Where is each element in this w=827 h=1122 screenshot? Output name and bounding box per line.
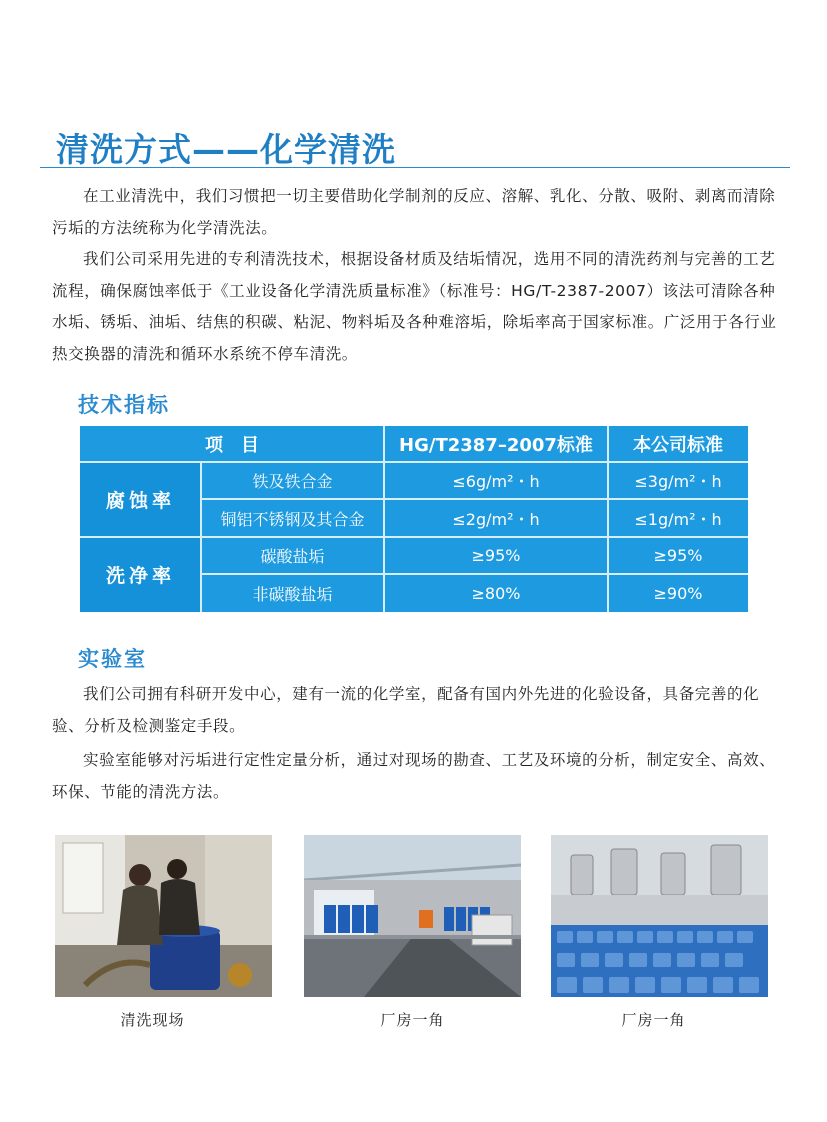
- photo-factory-containers: [551, 835, 768, 997]
- table-cell-national: ≤6g/m²・h: [452, 472, 540, 491]
- table-rule: [201, 498, 748, 500]
- photo-factory-interior: [304, 835, 521, 997]
- title-divider: [40, 167, 790, 168]
- table-cell-national: ≥95%: [471, 546, 521, 565]
- table-cell-national: ≤2g/m²・h: [452, 509, 540, 529]
- page-title: 清洗方式——化学清洗: [56, 130, 396, 169]
- intro-paragraph-2: 我们公司采用先进的专利清洗技术，根据设备材质及结垢情况，选用不同的清洗药剂与完善的工艺流程，确保腐蚀率低于《工业设备化学清洗质量标准》（标准号：HG/T-2387-2007）该法可清除各种水垢、锈垢、油垢、结焦的积碳、粘泥、物料垢及各种难溶垢，除垢率高于国家标准。广泛用于各行业热交换器的清洗和循环水系统不停车清洗。: [52, 250, 777, 363]
- photo-caption: 清洗现场: [120, 1011, 185, 1029]
- group-label-corrosion: 腐蚀率: [105, 490, 175, 512]
- photo-caption: 厂房一角: [380, 1011, 445, 1029]
- lab-paragraph-1: 我们公司拥有科研开发中心，建有一流的化学室，配备有国内外先进的化验设备，具备完善的化验、分析及检测鉴定手段。: [52, 685, 760, 735]
- photo-cleaning-site: [55, 835, 272, 997]
- header-company-standard: 本公司标准: [633, 435, 723, 456]
- table-cell-company: ≤3g/m²・h: [634, 472, 722, 491]
- table-cell-item: 碳酸盐垢: [260, 547, 325, 566]
- table-cell-national: ≥80%: [471, 583, 521, 603]
- header-item: 项 目: [205, 435, 259, 456]
- table-rule: [201, 573, 748, 575]
- photo-caption: 厂房一角: [621, 1011, 686, 1029]
- tech-section-heading: 技术指标: [78, 393, 170, 417]
- table-rule: [80, 461, 748, 463]
- group-label-cleaning: 洗净率: [105, 565, 175, 587]
- table-cell-item: 铜铝不锈钢及其合金: [220, 509, 365, 529]
- lab-section-heading: 实验室: [78, 647, 147, 671]
- table-cell-company: ≤1g/m²・h: [634, 509, 722, 529]
- table-rule: [80, 536, 748, 538]
- tech-spec-table: [80, 426, 748, 612]
- table-cell-item: 铁及铁合金: [252, 472, 333, 491]
- table-rule: [383, 426, 385, 612]
- table-cell-item: 非碳酸盐垢: [252, 584, 333, 604]
- lab-paragraph-2: 实验室能够对污垢进行定性定量分析，通过对现场的勘查、工艺及环境的分析，制定安全、高效、环保、节能的清洗方法。: [52, 751, 776, 801]
- header-national-standard: HG/T2387–2007标准: [399, 435, 593, 456]
- table-rule: [607, 426, 609, 612]
- intro-paragraph-1: 在工业清洗中，我们习惯把一切主要借助化学制剂的反应、溶解、乳化、分散、吸附、剥离而清除污垢的方法统称为化学清洗法。: [52, 187, 776, 237]
- table-cell-company: ≥95%: [653, 546, 703, 565]
- table-rule: [200, 462, 202, 612]
- table-cell-company: ≥90%: [653, 583, 703, 603]
